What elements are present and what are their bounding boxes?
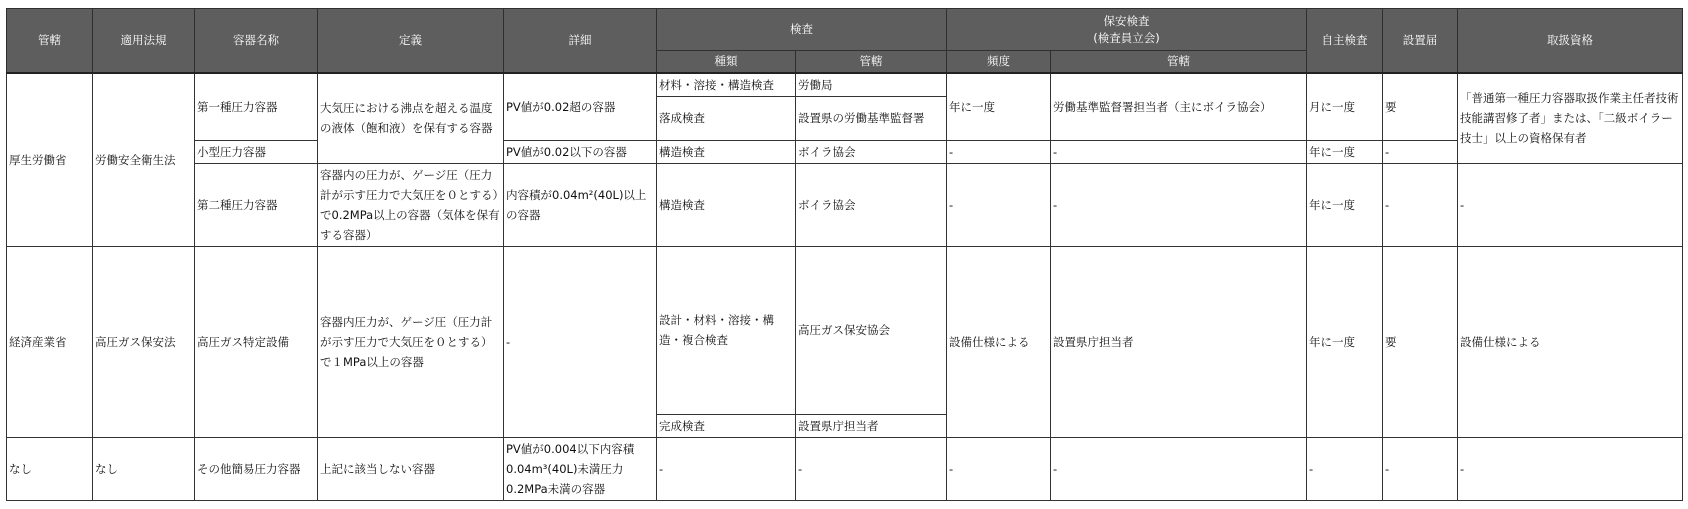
col-safety-frequency: 頻度 bbox=[947, 51, 1051, 73]
table-row bbox=[7, 163, 1683, 246]
table-row bbox=[7, 437, 1683, 500]
col-safety-authority: 管轄 bbox=[1051, 51, 1307, 73]
regulation-table bbox=[6, 8, 1683, 501]
cell-law: 高圧ガス保安法 bbox=[93, 246, 195, 437]
cell-safety-authority: - bbox=[1051, 163, 1307, 246]
cell-law: 労働安全衛生法 bbox=[93, 73, 195, 247]
cell-inspection-type: 完成検査 bbox=[657, 414, 796, 437]
cell-definition: 上記に該当しない容器 bbox=[318, 437, 504, 500]
cell-safety-authority: - bbox=[1051, 140, 1307, 163]
col-inspection: 検査 bbox=[657, 9, 947, 51]
col-jurisdiction: 管轄 bbox=[7, 9, 93, 73]
cell-self-inspection: 月に一度 bbox=[1307, 73, 1383, 141]
table-header bbox=[7, 9, 1683, 73]
col-inspection-authority: 管轄 bbox=[796, 51, 947, 73]
cell-jurisdiction: なし bbox=[7, 437, 93, 500]
cell-inspection-authority: 設置県の労働基準監督署 bbox=[796, 96, 947, 140]
cell-inspection-type: 設計・材料・溶接・構造・複合検査 bbox=[657, 246, 796, 414]
cell-self-inspection: 年に一度 bbox=[1307, 140, 1383, 163]
cell-definition: 大気圧における沸点を超える温度の液体（飽和液）を保有する容器 bbox=[318, 73, 504, 164]
cell-qualification: - bbox=[1458, 163, 1683, 246]
cell-notification: - bbox=[1383, 163, 1458, 246]
cell-safety-authority: 設置県庁担当者 bbox=[1051, 246, 1307, 437]
cell-inspection-type: 落成検査 bbox=[657, 96, 796, 140]
cell-definition: 容器内の圧力が、ゲージ圧（圧力計が示す圧力で大気圧を０とする）で0.2MPa以上の容器（気体を保有する容器） bbox=[318, 163, 504, 246]
cell-qualification: 設備仕様による bbox=[1458, 246, 1683, 437]
cell-notification: - bbox=[1383, 437, 1458, 500]
cell-detail: PV値が0.02以下の容器 bbox=[504, 140, 657, 163]
col-vessel-name: 容器名称 bbox=[195, 9, 318, 73]
cell-qualification: 「普通第一種圧力容器取扱作業主任者技術技能講習修了者」または、「二級ボイラー技士」以上の資格保有者 bbox=[1458, 73, 1683, 164]
table-row bbox=[7, 246, 1683, 414]
cell-jurisdiction: 経済産業省 bbox=[7, 246, 93, 437]
cell-safety-authority: 労働基準監督署担当者（主にボイラ協会） bbox=[1051, 73, 1307, 141]
col-self-inspection: 自主検査 bbox=[1307, 9, 1383, 73]
col-law: 適用法規 bbox=[93, 9, 195, 73]
col-safety-inspection: 保安検査 (検査員立会) bbox=[947, 9, 1307, 51]
cell-detail: PV値が0.004以下内容積0.04m³(40L)未満圧力0.2MPa未満の容器 bbox=[504, 437, 657, 500]
cell-law: なし bbox=[93, 437, 195, 500]
cell-detail: PV値が0.02超の容器 bbox=[504, 73, 657, 141]
cell-safety-frequency: 年に一度 bbox=[947, 73, 1051, 141]
cell-inspection-authority: ボイラ協会 bbox=[796, 163, 947, 246]
cell-vessel-name: 小型圧力容器 bbox=[195, 140, 318, 163]
cell-vessel-name: 第二種圧力容器 bbox=[195, 163, 318, 246]
col-detail: 詳細 bbox=[504, 9, 657, 73]
cell-inspection-authority: 高圧ガス保安協会 bbox=[796, 246, 947, 414]
cell-self-inspection: 年に一度 bbox=[1307, 163, 1383, 246]
cell-vessel-name: その他簡易圧力容器 bbox=[195, 437, 318, 500]
cell-detail: - bbox=[504, 246, 657, 437]
cell-qualification: - bbox=[1458, 437, 1683, 500]
cell-vessel-name: 第一種圧力容器 bbox=[195, 73, 318, 141]
cell-vessel-name: 高圧ガス特定設備 bbox=[195, 246, 318, 437]
cell-inspection-type: 構造検査 bbox=[657, 140, 796, 163]
col-notification: 設置届 bbox=[1383, 9, 1458, 73]
table-row bbox=[7, 73, 1683, 97]
table-body bbox=[7, 73, 1683, 501]
cell-self-inspection: 年に一度 bbox=[1307, 246, 1383, 437]
col-definition: 定義 bbox=[318, 9, 504, 73]
cell-safety-authority: - bbox=[1051, 437, 1307, 500]
cell-notification: - bbox=[1383, 140, 1458, 163]
cell-safety-frequency: 設備仕様による bbox=[947, 246, 1051, 437]
cell-inspection-authority: 設置県庁担当者 bbox=[796, 414, 947, 437]
cell-inspection-type: 材料・溶接・構造検査 bbox=[657, 73, 796, 97]
col-qualification: 取扱資格 bbox=[1458, 9, 1683, 73]
table-row bbox=[7, 140, 1683, 163]
cell-notification: 要 bbox=[1383, 246, 1458, 437]
cell-safety-frequency: - bbox=[947, 140, 1051, 163]
col-inspection-type: 種類 bbox=[657, 51, 796, 73]
cell-safety-frequency: - bbox=[947, 437, 1051, 500]
cell-jurisdiction: 厚生労働省 bbox=[7, 73, 93, 247]
cell-self-inspection: - bbox=[1307, 437, 1383, 500]
cell-inspection-type: 構造検査 bbox=[657, 163, 796, 246]
cell-safety-frequency: - bbox=[947, 163, 1051, 246]
cell-inspection-type: - bbox=[657, 437, 796, 500]
cell-inspection-authority: - bbox=[796, 437, 947, 500]
cell-detail: 内容積が0.04m²(40L)以上の容器 bbox=[504, 163, 657, 246]
cell-inspection-authority: ボイラ協会 bbox=[796, 140, 947, 163]
cell-notification: 要 bbox=[1383, 73, 1458, 141]
cell-inspection-authority: 労働局 bbox=[796, 73, 947, 97]
cell-definition: 容器内圧力が、ゲージ圧（圧力計が示す圧力で大気圧を０とする）で１MPa以上の容器 bbox=[318, 246, 504, 437]
